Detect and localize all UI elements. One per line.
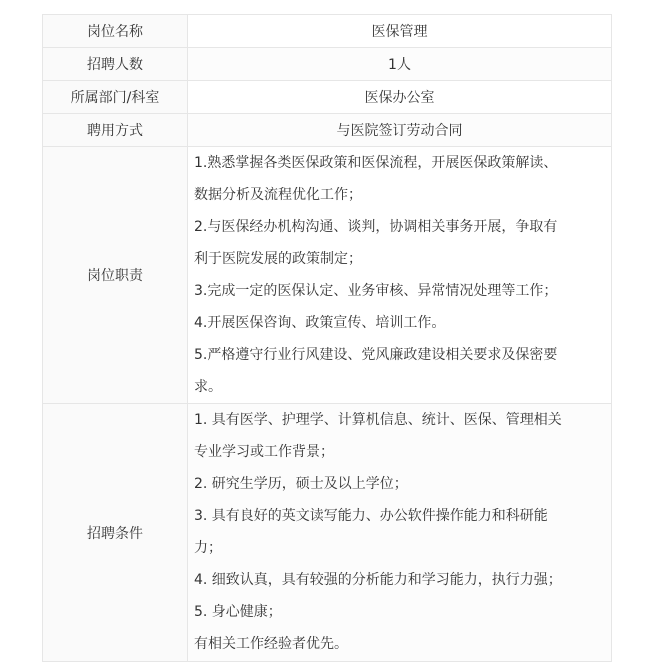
job-posting-table bbox=[42, 14, 612, 662]
requirements-line: 5. 身心健康； bbox=[194, 604, 282, 620]
row-requirements bbox=[43, 404, 612, 662]
duties-line: 3.完成一定的医保认定、业务审核、异常情况处理等工作； bbox=[194, 283, 558, 299]
requirements-line: 1. 具有医学、护理学、计算机信息、统计、医保、管理相关 bbox=[194, 412, 562, 428]
label-position-name: 岗位名称 bbox=[43, 15, 188, 48]
requirements-line: 4. 细致认真，具有较强的分析能力和学习能力，执行力强； bbox=[194, 572, 562, 588]
value-headcount: 1人 bbox=[188, 48, 612, 81]
row-duties bbox=[43, 147, 612, 404]
label-requirements: 招聘条件 bbox=[43, 404, 188, 662]
duties-line: 求。 bbox=[194, 379, 222, 395]
requirements-line: 有相关工作经验者优先。 bbox=[194, 636, 348, 652]
duties-list bbox=[188, 147, 612, 404]
requirements-line: 专业学习或工作背景； bbox=[194, 444, 334, 460]
requirements-list bbox=[188, 404, 612, 662]
row-employment-type bbox=[43, 114, 612, 147]
value-department: 医保办公室 bbox=[188, 81, 612, 114]
label-headcount: 招聘人数 bbox=[43, 48, 188, 81]
label-duties: 岗位职责 bbox=[43, 147, 188, 404]
duties-line: 2.与医保经办机构沟通、谈判，协调相关事务开展，争取有 bbox=[194, 219, 558, 235]
duties-line: 数据分析及流程优化工作； bbox=[194, 187, 362, 203]
requirements-line: 2. 研究生学历，硕士及以上学位； bbox=[194, 476, 408, 492]
value-employment-type: 与医院签订劳动合同 bbox=[188, 114, 612, 147]
label-employment-type: 聘用方式 bbox=[43, 114, 188, 147]
value-position-name: 医保管理 bbox=[188, 15, 612, 48]
row-position-name bbox=[43, 15, 612, 48]
label-department: 所属部门/科室 bbox=[43, 81, 188, 114]
requirements-line: 3. 具有良好的英文读写能力、办公软件操作能力和科研能 bbox=[194, 508, 548, 524]
duties-line: 5.严格遵守行业行风建设、党风廉政建设相关要求及保密要 bbox=[194, 347, 558, 363]
duties-line: 4.开展医保咨询、政策宣传、培训工作。 bbox=[194, 315, 446, 331]
duties-line: 1.熟悉掌握各类医保政策和医保流程，开展医保政策解读、 bbox=[194, 155, 558, 171]
duties-line: 利于医院发展的政策制定； bbox=[194, 251, 362, 267]
row-headcount bbox=[43, 48, 612, 81]
requirements-line: 力； bbox=[194, 540, 222, 556]
row-department bbox=[43, 81, 612, 114]
